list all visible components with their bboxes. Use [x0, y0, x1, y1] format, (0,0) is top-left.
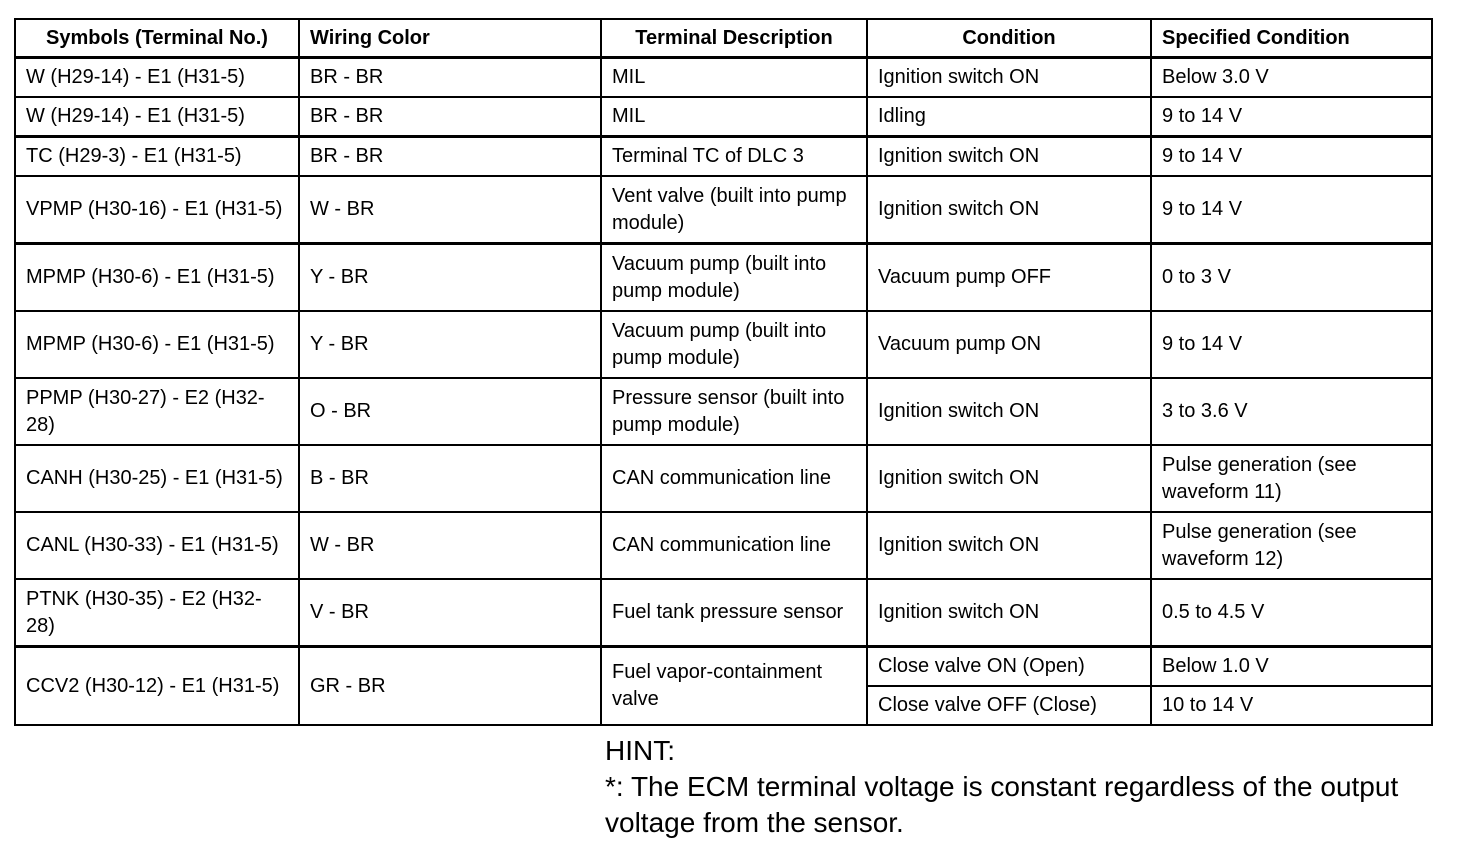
cell-specified: 9 to 14 V	[1151, 137, 1432, 177]
cell-condition: Ignition switch ON	[867, 58, 1151, 98]
cell-wiring-color: W - BR	[299, 512, 601, 579]
cell-specified: 0 to 3 V	[1151, 244, 1432, 312]
header-wiring-color: Wiring Color	[299, 19, 601, 58]
cell-description: Fuel vapor-containment valve	[601, 647, 867, 726]
cell-specified: 9 to 14 V	[1151, 311, 1432, 378]
header-condition: Condition	[867, 19, 1151, 58]
cell-specified: 3 to 3.6 V	[1151, 378, 1432, 445]
cell-description: CAN communication line	[601, 512, 867, 579]
header-specified-condition: Specified Condition	[1151, 19, 1432, 58]
cell-wiring-color: O - BR	[299, 378, 601, 445]
cell-wiring-color: GR - BR	[299, 647, 601, 726]
cell-symbol: PTNK (H30-35) - E2 (H32-28)	[15, 579, 299, 647]
cell-specified: Pulse generation (see waveform 11)	[1151, 445, 1432, 512]
cell-condition: Ignition switch ON	[867, 176, 1151, 244]
cell-specified: Below 3.0 V	[1151, 58, 1432, 98]
cell-wiring-color: V - BR	[299, 579, 601, 647]
hint-text: *: The ECM terminal voltage is constant regardless of the output voltage from the sensor.	[605, 771, 1399, 838]
cell-wiring-color: Y - BR	[299, 311, 601, 378]
cell-description: Terminal TC of DLC 3	[601, 137, 867, 177]
cell-condition: Close valve OFF (Close)	[867, 686, 1151, 725]
cell-specified: Pulse generation (see waveform 12)	[1151, 512, 1432, 579]
header-symbols: Symbols (Terminal No.)	[15, 19, 299, 58]
cell-condition: Ignition switch ON	[867, 137, 1151, 177]
table-row	[15, 579, 1432, 647]
cell-condition: Close valve ON (Open)	[867, 647, 1151, 687]
cell-wiring-color: BR - BR	[299, 97, 601, 137]
cell-description: Vent valve (built into pump module)	[601, 176, 867, 244]
cell-specified: 9 to 14 V	[1151, 97, 1432, 137]
cell-wiring-color: B - BR	[299, 445, 601, 512]
terminal-spec-table	[14, 18, 1433, 726]
cell-symbol: MPMP (H30-6) - E1 (H31-5)	[15, 244, 299, 312]
cell-wiring-color: BR - BR	[299, 137, 601, 177]
cell-condition: Ignition switch ON	[867, 512, 1151, 579]
table-row	[15, 58, 1432, 98]
cell-description: MIL	[601, 58, 867, 98]
table-row	[15, 311, 1432, 378]
cell-symbol: VPMP (H30-16) - E1 (H31-5)	[15, 176, 299, 244]
cell-wiring-color: Y - BR	[299, 244, 601, 312]
cell-symbol: CANH (H30-25) - E1 (H31-5)	[15, 445, 299, 512]
table-row	[15, 176, 1432, 244]
cell-condition: Vacuum pump ON	[867, 311, 1151, 378]
cell-symbol: CANL (H30-33) - E1 (H31-5)	[15, 512, 299, 579]
cell-symbol: TC (H29-3) - E1 (H31-5)	[15, 137, 299, 177]
cell-description: MIL	[601, 97, 867, 137]
cell-condition: Ignition switch ON	[867, 579, 1151, 647]
header-terminal-description: Terminal Description	[601, 19, 867, 58]
cell-condition: Ignition switch ON	[867, 378, 1151, 445]
table-row	[15, 137, 1432, 177]
cell-description: Vacuum pump (built into pump module)	[601, 244, 867, 312]
cell-symbol: MPMP (H30-6) - E1 (H31-5)	[15, 311, 299, 378]
cell-condition: Ignition switch ON	[867, 445, 1151, 512]
table-row	[15, 244, 1432, 312]
cell-condition: Vacuum pump OFF	[867, 244, 1151, 312]
cell-specified: 9 to 14 V	[1151, 176, 1432, 244]
cell-symbol: W (H29-14) - E1 (H31-5)	[15, 58, 299, 98]
cell-symbol: W (H29-14) - E1 (H31-5)	[15, 97, 299, 137]
table-row	[15, 378, 1432, 445]
hint-note	[605, 733, 1435, 841]
cell-specified: 0.5 to 4.5 V	[1151, 579, 1432, 647]
cell-description: Pressure sensor (built into pump module)	[601, 378, 867, 445]
cell-description: Fuel tank pressure sensor	[601, 579, 867, 647]
cell-wiring-color: BR - BR	[299, 58, 601, 98]
cell-specified: 10 to 14 V	[1151, 686, 1432, 725]
cell-description: Vacuum pump (built into pump module)	[601, 311, 867, 378]
cell-specified: Below 1.0 V	[1151, 647, 1432, 687]
table-row	[15, 512, 1432, 579]
table-row	[15, 647, 1432, 687]
table-header-row	[15, 19, 1432, 58]
table-row	[15, 97, 1432, 137]
cell-wiring-color: W - BR	[299, 176, 601, 244]
hint-title: HINT:	[605, 735, 675, 766]
cell-symbol: CCV2 (H30-12) - E1 (H31-5)	[15, 647, 299, 726]
cell-symbol: PPMP (H30-27) - E2 (H32-28)	[15, 378, 299, 445]
table-row	[15, 445, 1432, 512]
cell-description: CAN communication line	[601, 445, 867, 512]
cell-condition: Idling	[867, 97, 1151, 137]
